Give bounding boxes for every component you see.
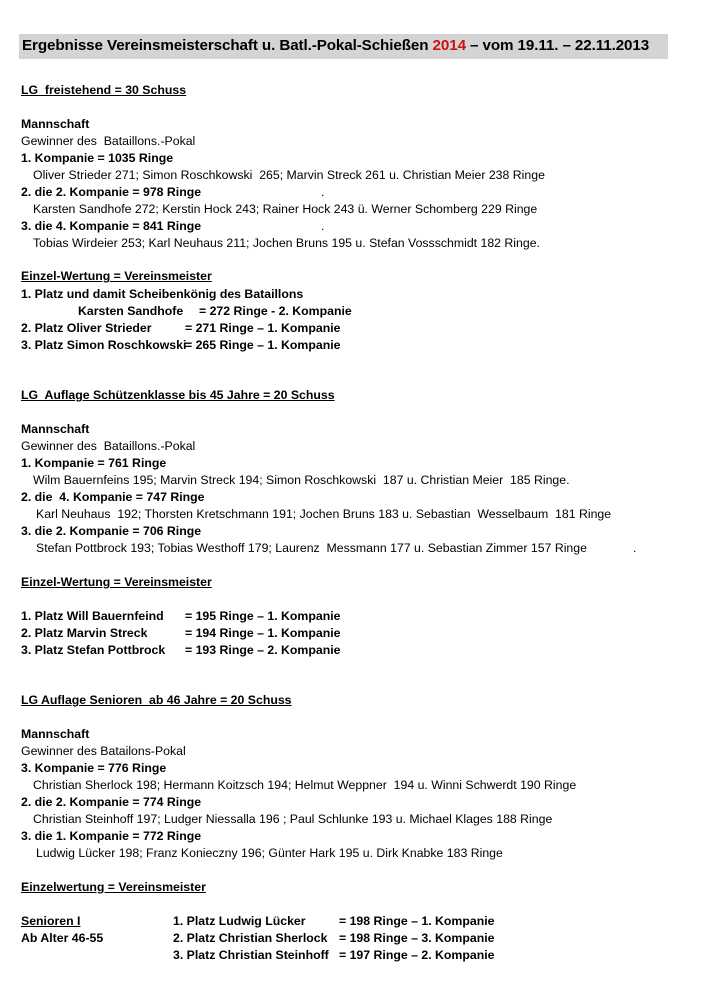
section1-place2-result: = 271 Ringe – 1. Kompanie	[185, 321, 341, 335]
section2-heading: LG Auflage Schützenklasse bis 45 Jahre = 20 Schuss	[21, 388, 335, 402]
section3-place3-result: = 197 Ringe – 2. Kompanie	[339, 948, 495, 962]
section3-team2-members: Christian Steinhoff 197; Ludger Niessalla 196 ; Paul Schlunke 193 u. Michael Klages 188 Ringe	[33, 812, 553, 826]
section1-place3-result: = 265 Ringe – 1. Kompanie	[185, 338, 341, 352]
section3-class-label: Senioren I	[21, 914, 81, 928]
section2-place1-result: = 195 Ringe – 1. Kompanie	[185, 609, 341, 623]
section3-team3-members: Ludwig Lücker 198; Franz Konieczny 196; Günter Hark 195 u. Dirk Knabke 183 Ringe	[36, 846, 503, 860]
section2-place1: 1. Platz Will Bauernfeind	[21, 609, 164, 623]
section2-team3-members: Stefan Pottbrock 193; Tobias Westhoff 179; Laurenz Messmann 177 u. Sebastian Zimmer 157 Ringe	[36, 541, 587, 555]
section1-team2-members: Karsten Sandhofe 272; Kerstin Hock 243; Rainer Hock 243 ü. Werner Schomberg 229 Ringe	[33, 202, 538, 216]
stray-dot: .	[633, 541, 637, 555]
section1-team1-members: Oliver Strieder 271; Simon Roschkowski 265; Marvin Streck 261 u. Christian Meier 238 Ringe	[33, 168, 545, 182]
section2-team1-label: 1. Kompanie = 761 Ringe	[21, 456, 167, 470]
title-year: 2014	[432, 37, 466, 54]
section2-team2-members: Karl Neuhaus 192; Thorsten Kretschmann 191; Jochen Bruns 183 u. Sebastian Wesselbaum 181 Ringe	[36, 507, 612, 521]
section2-winner-label: Gewinner des Bataillons.-Pokal	[21, 439, 196, 453]
section3-team2-label: 2. die 2. Kompanie = 774 Ringe	[21, 795, 202, 809]
section2-team2-label: 2. die 4. Kompanie = 747 Ringe	[21, 490, 205, 504]
section1-winner-label: Gewinner des Bataillons.-Pokal	[21, 134, 196, 148]
section1-heading: LG freistehend = 30 Schuss	[21, 83, 187, 97]
page-title: Ergebnisse Vereinsmeisterschaft u. Batl.-Pokal-Schießen 2014 – vom 19.11. – 22.11.2013	[22, 37, 650, 54]
section2-individual-heading: Einzel-Wertung = Vereinsmeister	[21, 575, 212, 589]
section3-place2-result: = 198 Ringe – 3. Kompanie	[339, 931, 495, 945]
stray-dot: .	[321, 219, 325, 233]
section3-age-label: Ab Alter 46-55	[21, 931, 104, 945]
section3-place1-result: = 198 Ringe – 1. Kompanie	[339, 914, 495, 928]
section3-place1: 1. Platz Ludwig Lücker	[173, 914, 306, 928]
section1-individual-heading: Einzel-Wertung = Vereinsmeister	[21, 269, 212, 283]
section2-team3-label: 3. die 2. Kompanie = 706 Ringe	[21, 524, 202, 538]
section3-place3: 3. Platz Christian Steinhoff	[173, 948, 329, 962]
section3-team1-label: 3. Kompanie = 776 Ringe	[21, 761, 167, 775]
section1-place1-result: = 272 Ringe - 2. Kompanie	[199, 304, 352, 318]
section2-team1-members: Wilm Bauernfeins 195; Marvin Streck 194; Simon Roschkowski 187 u. Christian Meier 185 Ringe.	[33, 473, 570, 487]
section3-team1-members: Christian Sherlock 198; Hermann Koitzsch 194; Helmut Weppner 194 u. Winni Schwerdt 190 Ringe	[33, 778, 577, 792]
section2-team-heading: Mannschaft	[21, 422, 90, 436]
section3-place2: 2. Platz Christian Sherlock	[173, 931, 328, 945]
stray-dot: .	[321, 185, 325, 199]
section1-place1-name: Karsten Sandhofe	[78, 304, 184, 318]
section1-team1-label: 1. Kompanie = 1035 Ringe	[21, 151, 174, 165]
section1-team2-label: 2. die 2. Kompanie = 978 Ringe	[21, 185, 202, 199]
section3-team3-label: 3. die 1. Kompanie = 772 Ringe	[21, 829, 202, 843]
section1-place3: 3. Platz Simon Roschkowski	[21, 338, 187, 352]
section3-team-heading: Mannschaft	[21, 727, 90, 741]
section1-team3-members: Tobias Wirdeier 253; Karl Neuhaus 211; Jochen Bruns 195 u. Stefan Vossschmidt 182 Ringe.	[33, 236, 540, 250]
section3-individual-heading: Einzelwertung = Vereinsmeister	[21, 880, 206, 894]
section1-place1: 1. Platz und damit Scheibenkönig des Bataillons	[21, 287, 304, 301]
section1-place2: 2. Platz Oliver Strieder	[21, 321, 152, 335]
section1-team-heading: Mannschaft	[21, 117, 90, 131]
section2-place3-result: = 193 Ringe – 2. Kompanie	[185, 643, 341, 657]
section3-winner-label: Gewinner des Batailons-Pokal	[21, 744, 186, 758]
section3-heading: LG Auflage Senioren ab 46 Jahre = 20 Schuss	[21, 693, 292, 707]
section2-place3: 3. Platz Stefan Pottbrock	[21, 643, 166, 657]
section2-place2: 2. Platz Marvin Streck	[21, 626, 148, 640]
section2-place2-result: = 194 Ringe – 1. Kompanie	[185, 626, 341, 640]
section1-team3-label: 3. die 4. Kompanie = 841 Ringe	[21, 219, 202, 233]
